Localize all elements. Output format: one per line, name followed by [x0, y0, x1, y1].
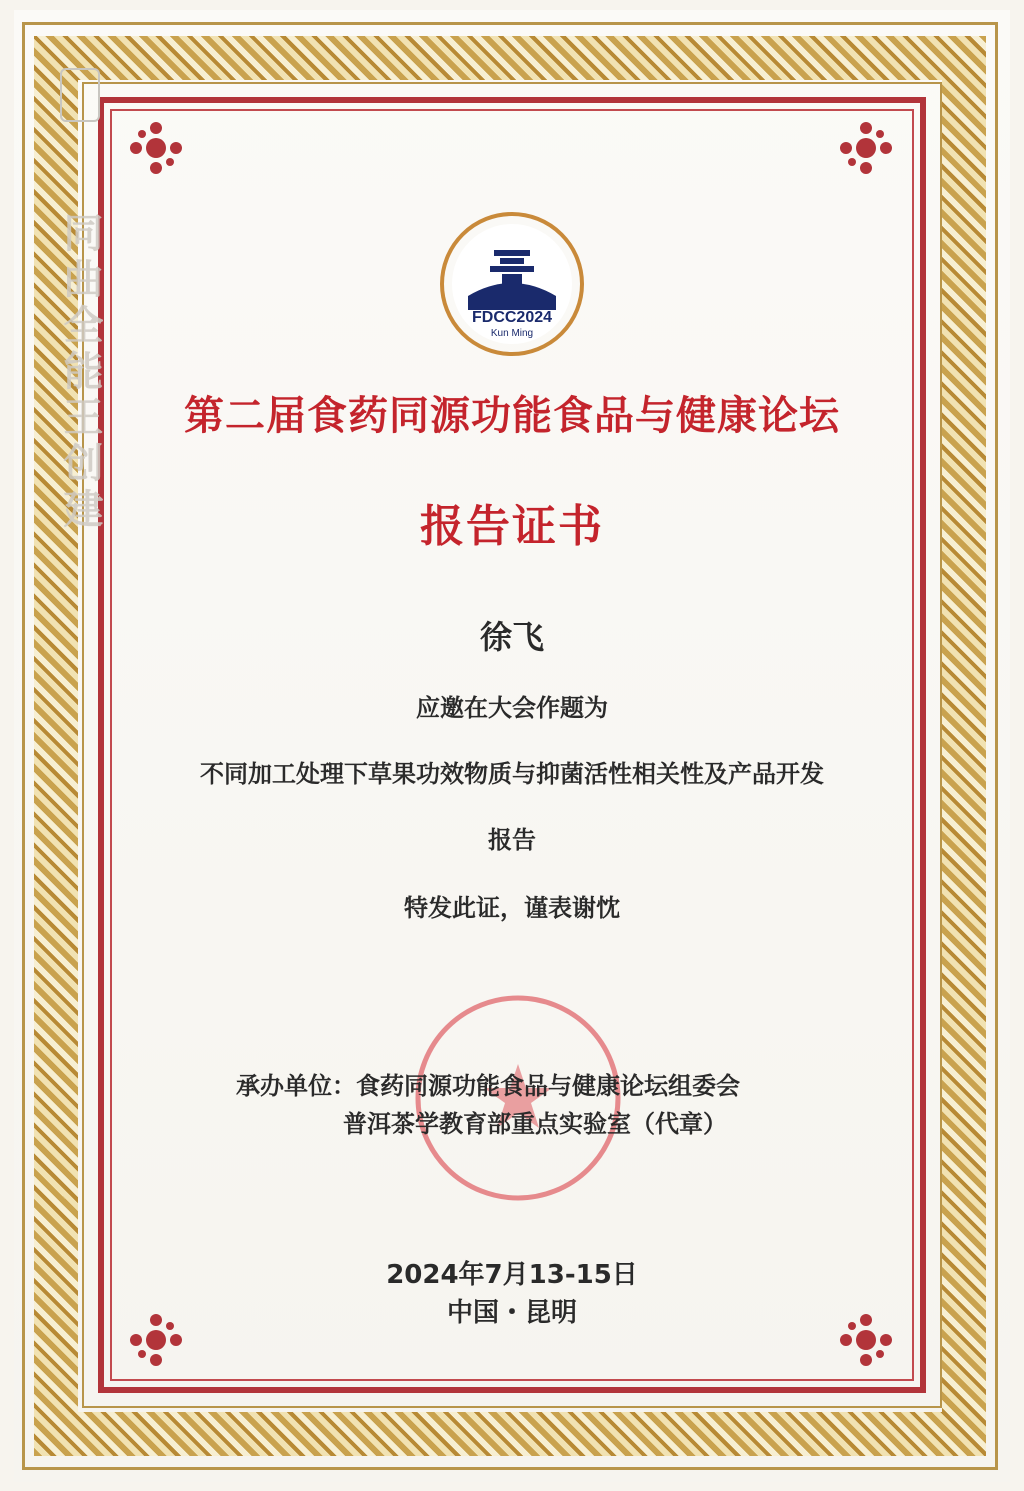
invitation-line: 应邀在大会作题为: [416, 694, 608, 722]
report-label: 报告: [488, 826, 536, 854]
report-topic: 不同加工处理下草果功效物质与抑菌活性相关性及产品开发: [200, 760, 824, 788]
watermark-text: 同曲全能王创建: [57, 212, 103, 534]
recipient-name: 徐飞: [479, 618, 544, 656]
fdcc-logo: [438, 210, 586, 358]
event-date: 2024年7月13-15日: [386, 1260, 638, 1290]
organizer-label: 承办单位：: [236, 1072, 356, 1100]
organizer-line-1: [236, 1066, 740, 1101]
corner-ornament-icon: [122, 114, 190, 182]
organizer-1: 食药同源功能食品与健康论坛组委会: [356, 1072, 740, 1100]
certificate-icon: [60, 68, 100, 122]
logo-text: FDCC2024: [471, 309, 553, 326]
logo-subtext: Kun Ming: [490, 328, 534, 339]
organizer-2: 普洱茶学教育部重点实验室（代章）: [343, 1110, 727, 1138]
scanner-watermark: [52, 62, 112, 562]
event-place: 中国・昆明: [446, 1298, 577, 1328]
corner-ornament-icon: [832, 114, 900, 182]
thanks-line: 特发此证，谨表谢忱: [404, 894, 620, 922]
certificate-subtitle: 报告证书: [420, 501, 604, 552]
certificate-title: 第二届食药同源功能食品与健康论坛: [184, 393, 840, 439]
